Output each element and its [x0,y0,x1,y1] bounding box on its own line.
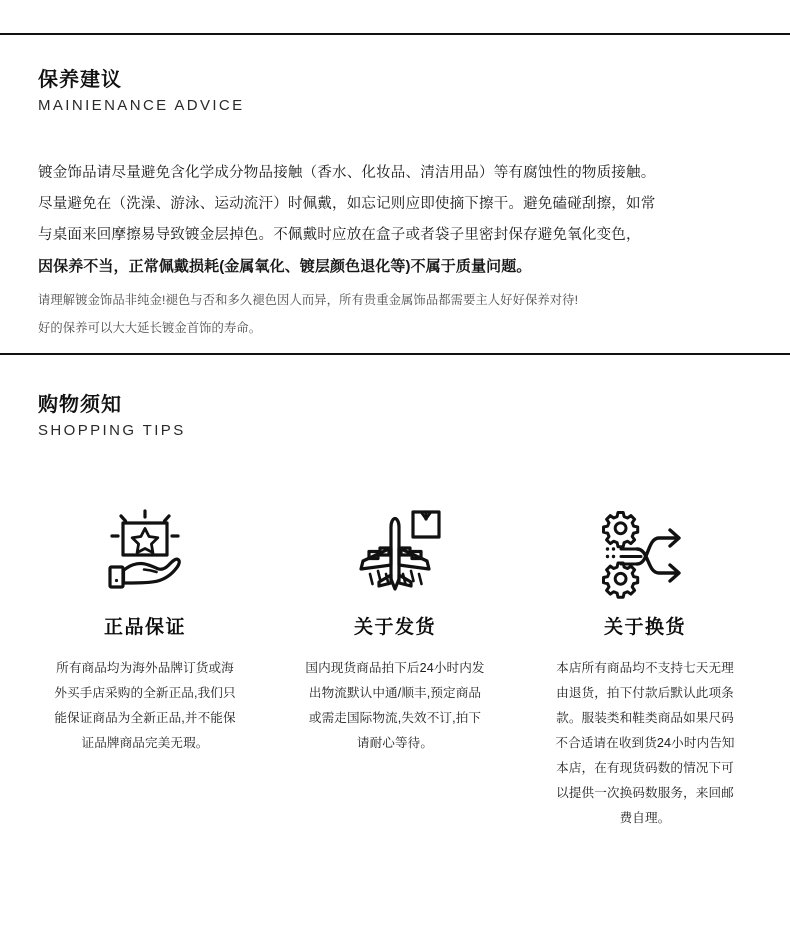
care-line: 镀金饰品请尽量避免含化学成分物品接触（香水、化妆品、清洁用品）等有腐蚀性的物质接触。 [38,165,656,181]
shopping-title-en: SHOPPING TIPS [38,422,186,439]
tip-title: 关于换货 [603,617,686,638]
tip-column-exchange [520,505,770,831]
care-section-heading [38,68,245,115]
shopping-tips-row [20,505,770,831]
divider-middle [0,353,790,355]
tip-title: 关于发货 [353,617,436,638]
care-note: 请理解镀金饰品非纯金!褪色与否和多久褪色因人而异，所有贵重金属饰品都需要主人好好保养对待! [38,293,579,307]
care-notes [38,286,754,342]
care-line-emphasis: 因保养不当，正常佩戴损耗(金属氧化、镀层颜色退化等)不属于质量问题。 [38,258,532,275]
care-line: 尽量避免在（洗澡、游泳、运动流汗）时佩戴，如忘记则应即使摘下擦干。避免磕碰刮擦，如常 [38,196,656,212]
tip-column-shipping [270,505,520,756]
shopping-section-heading [38,393,186,440]
tip-text: 国内现货商品拍下后24小时内发出物流默认中通/顺丰,预定商品或需走国际物流,失效不订,拍下请耐心等待。 [305,660,485,750]
certificate-hand-icon [97,505,193,601]
care-line: 与桌面来回摩擦易导致镀金层掉色。不佩戴时应放在盒子或者袋子里密封保存避免氧化变色， [38,227,641,243]
airplane-parcel-icon [347,505,443,601]
tip-text: 所有商品均为海外品牌订货或海外买手店采购的全新正品,我们只能保证商品为全新正品,并不能保证品牌商品完美无瑕。 [54,660,236,750]
tip-text: 本店所有商品均不支持七天无理由退货，拍下付款后默认此项条款。服装类和鞋类商品如果尺码不合适请在收到货24小时内告知本店，在有现货码数的情况下可以提供一次换码数服务，来回邮费自理。 [555,660,735,825]
shopping-title-cn: 购物须知 [38,394,122,416]
care-title-cn: 保养建议 [38,69,122,91]
care-note: 好的保养可以大大延长镀金首饰的寿命。 [38,321,262,335]
gears-exchange-arrows-icon [597,505,693,601]
tip-column-authenticity [20,505,270,756]
care-title-en: MAINIENANCE ADVICE [38,97,245,114]
care-body [38,158,754,282]
tip-title: 正品保证 [103,617,186,638]
divider-top [0,33,790,35]
